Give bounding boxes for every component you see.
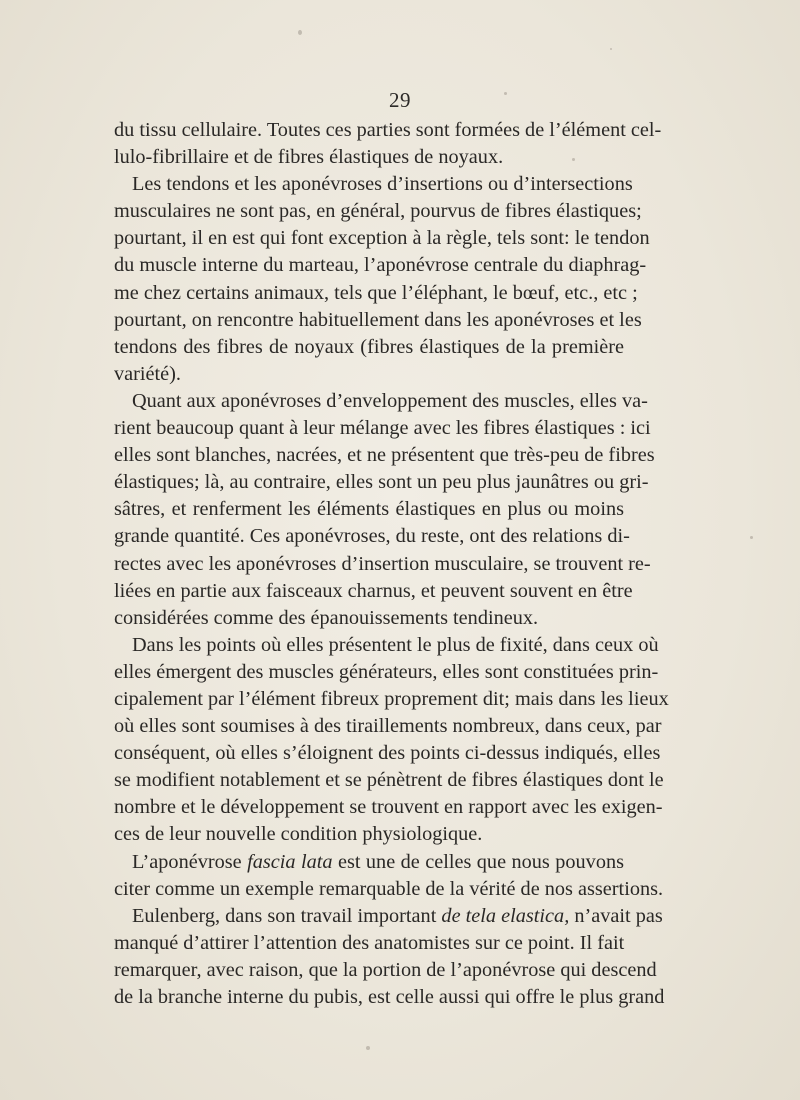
paper-speck <box>366 1046 370 1050</box>
text-line: conséquent, où elles s’éloignent des points ci-dessus indiqués, elles <box>114 742 661 765</box>
text-line: se modifient notablement et se pénètrent de fibres élastiques dont le <box>114 769 664 792</box>
text-line: me chez certains animaux, tels que l’éléphant, le bœuf, etc., etc ; <box>114 281 638 304</box>
paper-speck <box>504 92 507 95</box>
text-line <box>114 849 624 876</box>
text-line: variété). <box>114 362 181 385</box>
text-line: lulo-fibrillaire et de fibres élastiques de noyaux. <box>114 146 504 169</box>
text-line: considérées comme des épanouissements tendineux. <box>114 606 539 629</box>
text-line: remarquer, avec raison, que la portion de l’aponévrose qui descend <box>114 958 657 981</box>
body-text <box>114 117 669 1011</box>
text-line: Dans les points où elles présentent le plus de fixité, dans ceux où <box>132 633 659 656</box>
text-line: du muscle interne du marteau, l’aponévrose centrale du diaphrag- <box>114 254 647 277</box>
text-line: grande quantité. Ces aponévroses, du reste, ont des relations di- <box>114 525 630 548</box>
page-number: 29 <box>389 88 411 112</box>
text-line: elles émergent des muscles générateurs, elles sont constituées prin- <box>114 660 659 683</box>
text-line: Les tendons et les aponévroses d’insertions ou d’intersections <box>132 173 633 196</box>
text-segment: Eulenberg, dans son travail important <box>132 904 442 927</box>
paper-speck <box>750 536 753 539</box>
text-line: nombre et le développement se trouvent en rapport avec les exigen- <box>114 796 663 819</box>
text-line: du tissu cellulaire. Toutes ces parties sont formées de l’élément cel- <box>114 119 662 141</box>
italic-text: de tela elastica, <box>441 904 570 927</box>
text-line: ces de leur nouvelle condition physiologique. <box>114 823 483 846</box>
text-line: cipalement par l’élément fibreux proprement dit; mais dans les lieux <box>114 687 669 710</box>
text-line: Quant aux aponévroses d’enveloppement des muscles, elles va- <box>132 389 648 412</box>
text-line: elles sont blanches, nacrées, et ne présentent que très-peu de fibres <box>114 444 655 467</box>
text-line: manqué d’attirer l’attention des anatomistes sur ce point. Il fait <box>114 931 625 954</box>
text-line: élastiques; là, au contraire, elles sont un peu plus jaunâtres ou gri- <box>114 471 649 494</box>
paper-speck <box>298 30 302 35</box>
text-line: musculaires ne sont pas, en général, pourvus de fibres élastiques; <box>114 200 642 223</box>
text-segment: est une de celles que nous pouvons <box>332 850 624 873</box>
text-segment: L’aponévrose <box>132 850 248 873</box>
text-line: où elles sont soumises à des tiraillements nombreux, dans ceux, par <box>114 715 662 738</box>
text-line: pourtant, on rencontre habituellement dans les aponévroses et les <box>114 308 642 331</box>
italic-text: fascia lata <box>247 850 333 873</box>
text-line: liées en partie aux faisceaux charnus, et peuvent souvent en être <box>114 579 633 602</box>
text-line: sâtres, et renferment les éléments élastiques en plus ou moins <box>114 498 624 521</box>
paper-speck <box>572 158 575 161</box>
text-line: rient beaucoup quant à leur mélange avec les fibres élastiques : ici <box>114 417 651 440</box>
text-line: de la branche interne du pubis, est celle aussi qui offre le plus grand <box>114 986 665 1008</box>
text-line: pourtant, il en est qui font exception à la règle, tels sont: le tendon <box>114 227 650 250</box>
text-line: rectes avec les aponévroses d’insertion musculaire, se trouvent re- <box>114 552 651 575</box>
text-line: tendons des fibres de noyaux (fibres élastiques de la première <box>114 335 624 358</box>
paper-speck <box>610 48 612 50</box>
text-line: citer comme un exemple remarquable de la vérité de nos assertions. <box>114 877 664 900</box>
text-segment: n’avait pas <box>569 904 663 927</box>
text-line <box>114 903 663 930</box>
